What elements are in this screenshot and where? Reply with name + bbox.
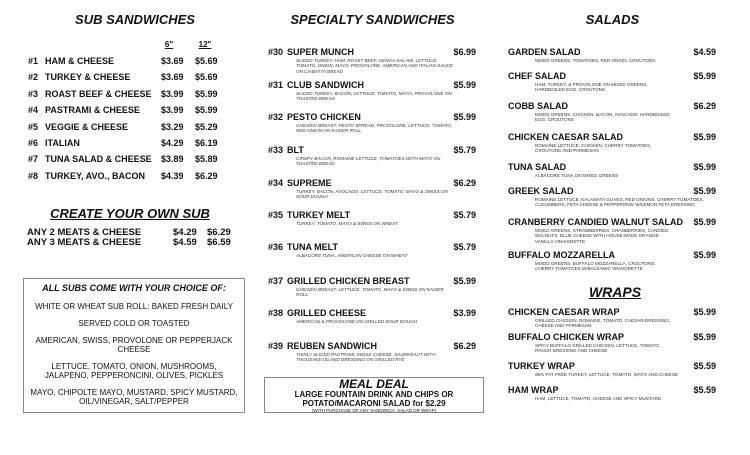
price-6-inch: $3.69 — [161, 72, 184, 83]
item-name: CHEF SALAD — [508, 71, 566, 81]
item-number: #38 — [268, 308, 284, 318]
item-price: $5.99 — [693, 162, 716, 172]
price-12-inch: $6.19 — [195, 138, 218, 148]
price-12-inch: $6.29 — [207, 227, 231, 238]
meal-deal-title: MEAL DEAL — [339, 377, 409, 391]
item-number: #36 — [268, 242, 284, 252]
item-number: #2 — [28, 72, 39, 83]
price-6-inch: $3.89 — [161, 154, 184, 165]
item-name: SUPER MUNCH — [287, 47, 355, 57]
sub-item — [28, 89, 238, 101]
salads-heading: SALADS — [585, 12, 640, 27]
item-name: ANY 3 MEATS & CHEESE — [27, 237, 142, 248]
meal-deal-text: LARGE FOUNTAIN DRINK AND CHIPS OR POTATO/MACARONI SALAD for $2.29 — [294, 390, 454, 408]
price-6-inch: $4.29 — [173, 227, 197, 238]
sub-sandwiches-heading: SUB SANDWICHES — [75, 12, 195, 27]
price-6-inch: $3.29 — [161, 121, 184, 132]
item-number: #37 — [268, 276, 284, 286]
item-description: ALBACORE TUNA, AMERICAN CHEESE ON WHEAT — [296, 253, 408, 258]
price-6-inch: $4.39 — [161, 170, 184, 181]
item-price: $5.99 — [453, 112, 476, 122]
col-6-inch-header: 6" — [164, 40, 174, 49]
price-12-inch: $5.99 — [195, 88, 218, 99]
item-description: ROMAINE LETTUCE, CHICKEN, CHERRY TOMATOES, CROUTONS AND PARMESAN — [535, 143, 652, 154]
item-description: CHICKEN BREAST, LETTUCE, TOMATO, MAYO & SWISS ON KAISER ROLL — [296, 287, 444, 298]
item-name: TUNA MELT — [287, 242, 338, 252]
item-name: BUFFALO MOZZARELLA — [508, 250, 615, 260]
item-number: #31 — [268, 80, 284, 90]
item-price: $5.79 — [453, 210, 476, 220]
sub-item — [28, 105, 238, 117]
item-name: TURKEY MELT — [287, 210, 351, 220]
item-name: GREEK SALAD — [508, 186, 574, 196]
sub-item — [28, 154, 238, 166]
item-description: AMERICAN & PROVOLONE ON GRILLED SOUR DOUGH — [296, 319, 417, 324]
item-description: THINLY SLICED PASTRAMI, SWISS CHEESE, SAURKRAUT WITH THOUSAND ISLAND DRESSING ON GRILLED RYE — [296, 352, 436, 363]
item-name: TUNA SALAD & CHEESE — [45, 154, 152, 165]
item-name: BLT — [287, 145, 304, 155]
item-price: $5.99 — [453, 80, 476, 90]
item-price: $5.79 — [453, 242, 476, 252]
item-number: #6 — [28, 138, 39, 148]
price-6-inch: $3.99 — [161, 88, 184, 99]
item-description: TURKEY, BACON, AVOCADO, LETTUCE, TOMATO, MAYO & SWISS ON SOUR DOUGH — [296, 189, 448, 200]
item-description: HAM, LETTUCE, TOMATO, CHEESE AND SPICY MUSTARD — [535, 396, 662, 401]
item-description: ALBACORE TUNA ON MIXED GREENS — [535, 173, 619, 178]
item-number: #5 — [28, 121, 39, 132]
price-12-inch: $5.89 — [195, 154, 218, 165]
price-12-inch: $5.69 — [195, 56, 218, 66]
item-price: $5.59 — [693, 385, 716, 395]
item-name: BUFFALO CHICKEN WRAP — [508, 332, 624, 342]
item-description: HAM, TURKEY, & PROVOLONE ON MIXED GREENS, HARDBOILED EGG, CROUTONS — [535, 82, 648, 93]
price-12-inch: $6.59 — [207, 237, 231, 248]
item-description: MIXED GREENS, TOMATOES, RED ONION, CROUTONS — [535, 58, 656, 63]
item-description: SPICY BUFFALO GRILLED CHICKEN, LETTUCE, TOMATO, RANCH DRESSING AND CHEESE — [535, 343, 661, 354]
item-description: 95% FAT FREE TURKEY, LETTUCE, TOMATO, MAYO AND CHEESE — [535, 372, 678, 377]
item-description: MIXED GREENS, CHICKEN, BACON, AVOCADO, HARDBOILED EGG, CROUTONS — [535, 112, 670, 123]
item-name: CLUB SANDWICH — [287, 80, 364, 90]
item-name: CHICKEN CAESAR WRAP — [508, 307, 620, 317]
item-number: #8 — [28, 170, 39, 181]
col-12-inch-header: 12" — [198, 40, 212, 49]
sub-item — [28, 122, 238, 134]
item-price: $6.99 — [453, 47, 476, 57]
item-price: $5.99 — [693, 186, 716, 196]
item-name: VEGGIE & CHEESE — [45, 121, 129, 132]
specialty-heading: SPECIALTY SANDWICHES — [290, 12, 455, 27]
price-12-inch: $5.99 — [195, 105, 218, 116]
item-price: $5.99 — [693, 332, 716, 342]
item-name: GARDEN SALAD — [508, 47, 581, 57]
item-name: TURKEY, AVO., BACON — [45, 170, 146, 181]
item-number: #30 — [268, 47, 284, 57]
item-description: CRISPY BACON, ROMAINE LETTUCE, TOMATOES WITH MAYO ON TOASTED BREAD — [296, 156, 441, 167]
item-name: GRILLED CHICKEN BREAST — [287, 276, 410, 286]
item-name: GRILLED CHEESE — [287, 308, 367, 318]
create-your-own-heading: CREATE YOUR OWN SUB — [50, 206, 210, 221]
item-number: #34 — [268, 178, 284, 188]
wraps-heading: WRAPS — [588, 284, 642, 300]
choice-line: MAYO, CHIPOLTE MAYO, MUSTARD, SPICY MUSTARD, OIL/VINEGAR, SALT/PEPPER — [30, 388, 238, 406]
price-12-inch: $5.29 — [195, 121, 218, 132]
item-name: CHICKEN CAESAR SALAD — [508, 132, 624, 142]
item-price: $5.59 — [693, 361, 716, 371]
item-description: MIXED GREENS, STRAWBERRIES, CRANBERRIES, CANDIED WALNUTS, BLUE CHEESE WITH HOUSE-MADE ORANGE-VANILLA VINAIGRETTE — [535, 228, 669, 244]
item-price: $6.29 — [453, 178, 476, 188]
item-name: COBB SALAD — [508, 101, 568, 111]
price-12-inch: $5.69 — [195, 72, 218, 83]
item-name: TUNA SALAD — [508, 162, 567, 172]
item-name: ITALIAN — [45, 138, 80, 148]
item-price: $3.99 — [453, 308, 476, 318]
item-price: $6.29 — [693, 101, 716, 111]
price-6-inch: $4.59 — [173, 237, 197, 248]
choice-line: AMERICAN, SWISS, PROVOLONE OR PEPPERJACK CHEESE — [35, 336, 233, 354]
item-price: $5.99 — [453, 276, 476, 286]
item-name: TURKEY & CHEESE — [45, 72, 131, 83]
item-name: HAM & CHEESE — [45, 56, 115, 66]
item-number: #3 — [28, 88, 39, 99]
create-item — [27, 237, 237, 249]
choice-box — [23, 278, 245, 413]
item-name: SUPREME — [287, 178, 332, 188]
item-number: #1 — [28, 56, 39, 66]
sub-item — [28, 72, 238, 84]
item-description: MIXED GREENS, BUFFALO MOZZARELLA, CROUTONS, CHERRY TOMATOES W/BALSAMIC VINAIGRETTE — [535, 261, 656, 272]
item-name: TURKEY WRAP — [508, 361, 575, 371]
item-number: #7 — [28, 154, 39, 165]
item-description: SLICED TURKEY, BACON, LETTUCE, TOMATO, MAYO, PROVOLONE ON TOASTED BREAD — [296, 91, 452, 102]
sub-item — [28, 171, 238, 183]
item-name: HAM WRAP — [508, 385, 559, 395]
item-description: GRILLED CHICKEN, ROMAINE, TOMATO, CAESAR DRESSING, CHEESE AND PARMESAN — [535, 318, 671, 329]
choice-line: LETTUCE, TOMATO, ONION, MUSHROOMS, JALAPENO, PEPPERONCINI, OLIVES, PICKLES — [44, 362, 224, 380]
item-name: ANY 2 MEATS & CHEESE — [27, 227, 142, 238]
item-name: PASTRAMI & CHEESE — [45, 105, 140, 116]
item-price: $5.99 — [693, 307, 716, 317]
meal-deal-box — [264, 377, 484, 413]
item-name: PESTO CHICKEN — [287, 112, 361, 122]
item-description: CHICKEN BREAST, PESTO SPREAD, PROVOLONE, LETTUCE, TOMATO, RED ONION ON KAISER ROLL — [296, 123, 453, 134]
price-12-inch: $6.29 — [195, 170, 218, 181]
item-price: $5.99 — [693, 71, 716, 81]
price-6-inch: $3.69 — [161, 56, 184, 66]
item-number: #39 — [268, 341, 284, 351]
sub-item — [28, 138, 238, 150]
item-number: #35 — [268, 210, 284, 220]
item-price: $4.59 — [693, 47, 716, 57]
item-number: #4 — [28, 105, 39, 116]
item-number: #33 — [268, 145, 284, 155]
item-name: ROAST BEEF & CHEESE — [45, 88, 152, 99]
choice-title: ALL SUBS COME WITH YOUR CHOICE OF: — [42, 283, 226, 293]
item-description: TURKEY, TOMATO, MAYO & SWISS ON WHEAT — [296, 221, 398, 226]
price-6-inch: $4.29 — [161, 138, 184, 148]
price-6-inch: $3.99 — [161, 105, 184, 116]
choice-line: WHITE OR WHEAT SUB ROLL: BAKED FRESH DAILY — [35, 302, 233, 311]
item-description: ROMAINE LETTUCE, KALAMATA OLIVES, RED ONIONS, CHERRY TOMATOES, CUCUMBERS, FETA CHEESE & PEPPERONIS W/LEMON FETA DRESSING — [535, 197, 704, 208]
item-name: CRANBERRY CANDIED WALNUT SALAD — [508, 217, 683, 227]
item-price: $5.99 — [693, 217, 716, 227]
item-description: SLICED TURKEY, HAM, ROAST BEEF, GENOA SALAMI, LETTUCE, TOMATO, ONION, MAYO, PROVOLONE, AMERICAN AND ITALIAN SAUCE ON CIABATTA BREAD — [296, 58, 453, 74]
item-price: $5.79 — [453, 145, 476, 155]
item-price: $5.99 — [693, 132, 716, 142]
item-price: $5.99 — [693, 250, 716, 260]
item-name: REUBEN SANDWICH — [287, 341, 377, 351]
item-number: #32 — [268, 112, 284, 122]
item-price: $6.29 — [453, 341, 476, 351]
choice-line: SERVED COLD OR TOASTED — [78, 319, 190, 328]
sub-item — [28, 56, 238, 68]
meal-deal-note: (WITH PURCHASE OF ANY SANDWICH, SALAD OR WRAP) — [311, 408, 437, 413]
